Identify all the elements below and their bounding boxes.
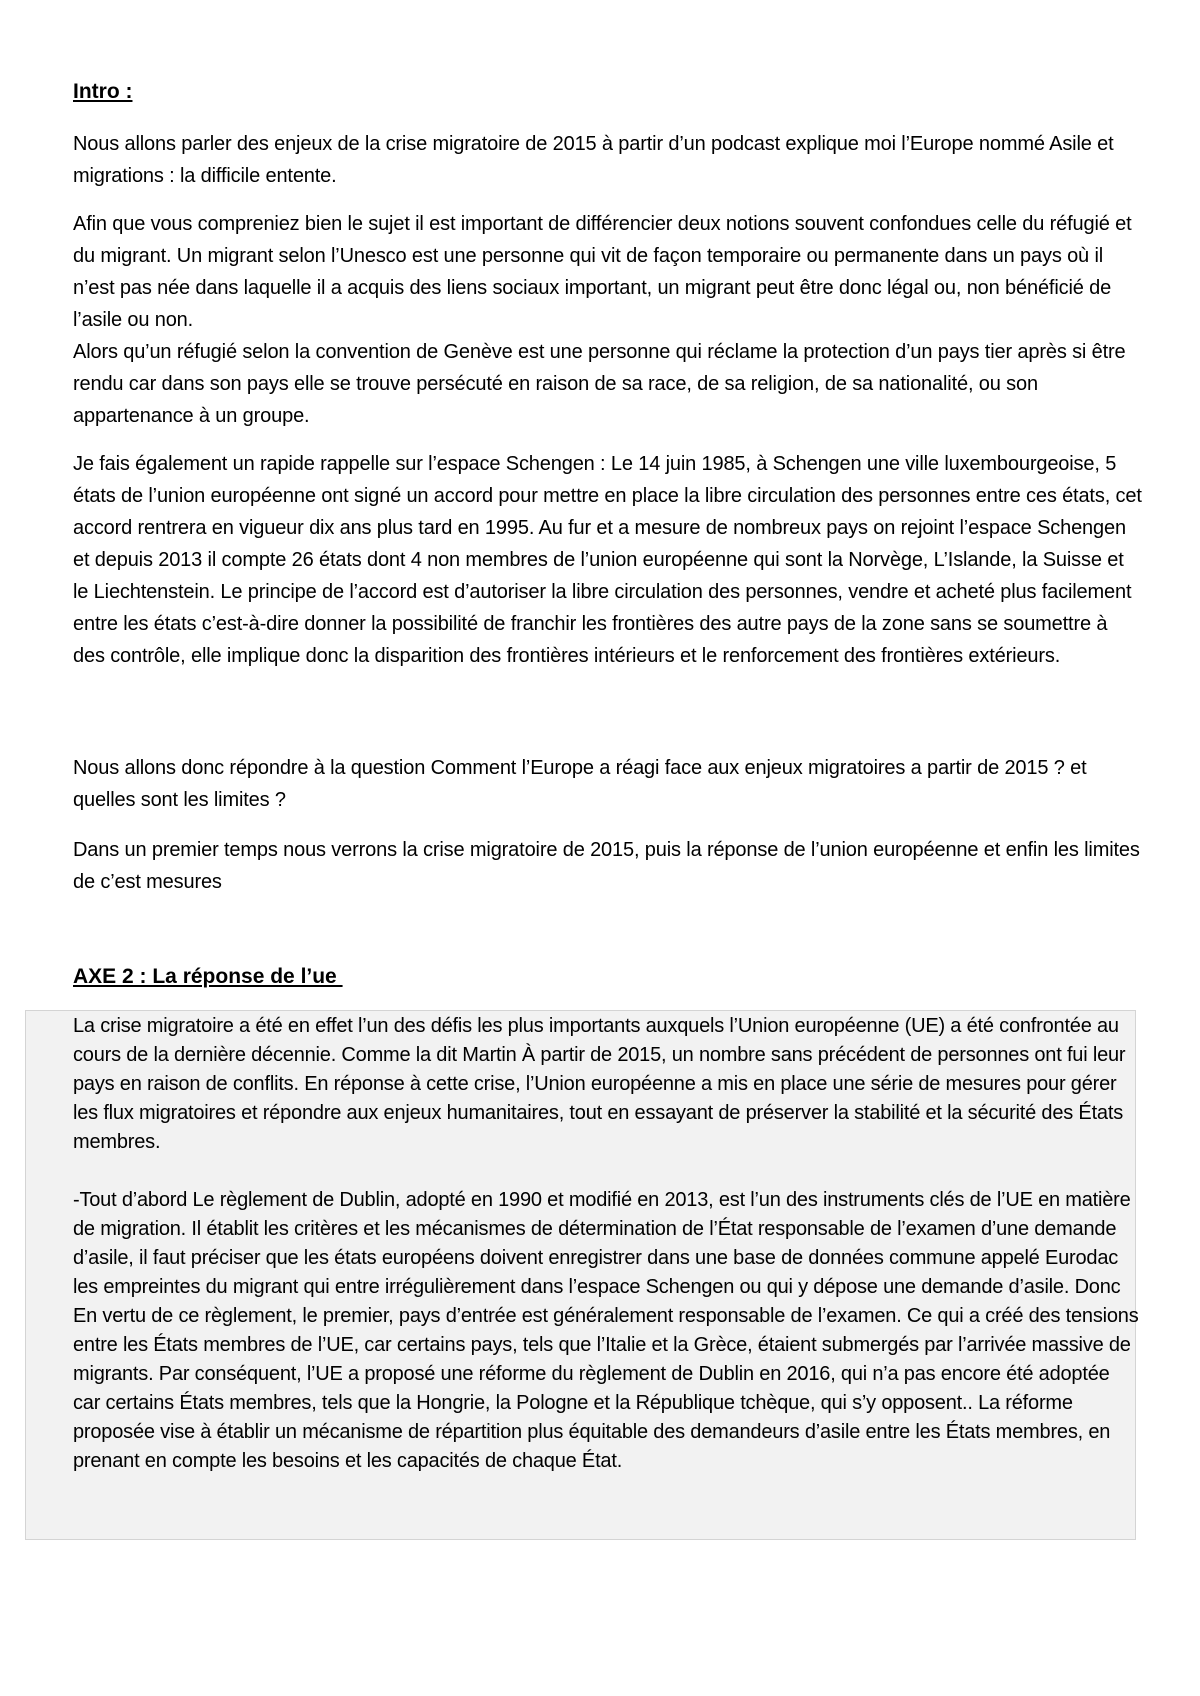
intro-paragraph-1 bbox=[73, 128, 1143, 192]
paragraph-text: La crise migratoire a été en effet l’un des défis les plus importants auxquels l’Union européenne (UE) a été confrontée au cours de la dernière décennie. Comme la dit Martin À partir de 2015, un nombre sans précédent de personnes ont fui leur pays en raison de conflits. En réponse à cette crise, l’Union européenne a mis en place une série de mesures pour gérer les flux migratoires et répondre aux enjeux humanitaires, tout en essayant de préserver la stabilité et la sécurité des États membres. bbox=[73, 1015, 1126, 1153]
paragraph-text: Nous allons parler des enjeux de la crise migratoire de 2015 à partir d’un podcast explique moi l’Europe nommé Asile et migrations : la difficile entente. bbox=[73, 133, 1114, 187]
paragraph-text: Dans un premier temps nous verrons la crise migratoire de 2015, puis la réponse de l’union européenne et enfin les limites de c’est mesures bbox=[73, 839, 1140, 893]
intro-paragraph-plan bbox=[73, 834, 1143, 898]
axe2-body bbox=[73, 1012, 1141, 1476]
paragraph-text: -Tout d’abord Le règlement de Dublin, adopté en 1990 et modifié en 2013, est l’un des instruments clés de l’UE en matière de migration. Il établit les critères et les mécanismes de détermination de l’État responsable de l’examen d’une demande d’asile, il faut préciser que les états européens doivent enregistrer dans une base de données commune appelé Eurodac les empreintes du migrant qui entre irrégulièrement dans l’espace Schengen ou qui y dépose une demande d’asile. Donc En vertu de ce règlement, le premier, pays d’entrée est généralement responsable de l’examen. Ce qui a créé des tensions entre les États membres de l’UE, car certains pays, tels que l’Italie et la Grèce, étaient submergés par l’arrivée massive de migrants. Par conséquent, l’UE a proposé une réforme du règlement de Dublin en 2016, qui n’a pas encore été adoptée car certains États membres, tels que la Hongrie, la Pologne et la République tchèque, qui s’y opposent.. La réforme proposée vise à établir un mécanisme de répartition plus équitable des demandeurs d’asile entre les États membres, en prenant en compte les besoins et les capacités de chaque État. bbox=[73, 1189, 1139, 1472]
paragraph-text: Afin que vous compreniez bien le sujet il est important de différencier deux notions souvent confondues celle du réfugié et du migrant. Un migrant selon l’Unesco est une personne qui vit de façon temporaire ou permanente dans un pays où il n’est pas née dans laquelle il a acquis des liens sociaux important, un migrant peut être donc légal ou, non bénéficié de l’asile ou non. bbox=[73, 213, 1132, 331]
intro-paragraph-schengen bbox=[73, 448, 1143, 672]
intro-paragraph-question bbox=[73, 752, 1143, 816]
intro-paragraph-2 bbox=[73, 208, 1143, 432]
intro-heading: Intro : bbox=[73, 80, 133, 103]
axe2-heading: AXE 2 : La réponse de l’ue bbox=[73, 965, 343, 988]
paragraph-text: Je fais également un rapide rappelle sur l’espace Schengen : Le 14 juin 1985, à Schengen une ville luxembourgeoise, 5 états de l’union européenne ont signé un accord pour mettre en place la libre circulation des personnes entre ces états, cet accord rentrera en vigueur dix ans plus tard en 1995. Au fur et a mesure de nombreux pays on rejoint l’espace Schengen et depuis 2013 il compte 26 états dont 4 non membres de l’union européenne qui sont la Norvège, L’Islande, la Suisse et le Liechtenstein. Le principe de l’accord est d’autoriser la libre circulation des personnes, vendre et acheté plus facilement entre les états c’est-à-dire donner la possibilité de franchir les frontières des autre pays de la zone sans se soumettre à des contrôle, elle implique donc la disparition des frontières intérieurs et le renforcement des frontières extérieurs. bbox=[73, 453, 1142, 667]
paragraph-text: Nous allons donc répondre à la question Comment l’Europe a réagi face aux enjeux migratoires a partir de 2015 ? et quelles sont les limites ? bbox=[73, 757, 1087, 811]
paragraph-text: Alors qu’un réfugié selon la convention de Genève est une personne qui réclame la protection d’un pays tier après si être rendu car dans son pays elle se trouve persécuté en raison de sa race, de sa religion, de sa nationalité, ou son appartenance à un groupe. bbox=[73, 341, 1126, 427]
